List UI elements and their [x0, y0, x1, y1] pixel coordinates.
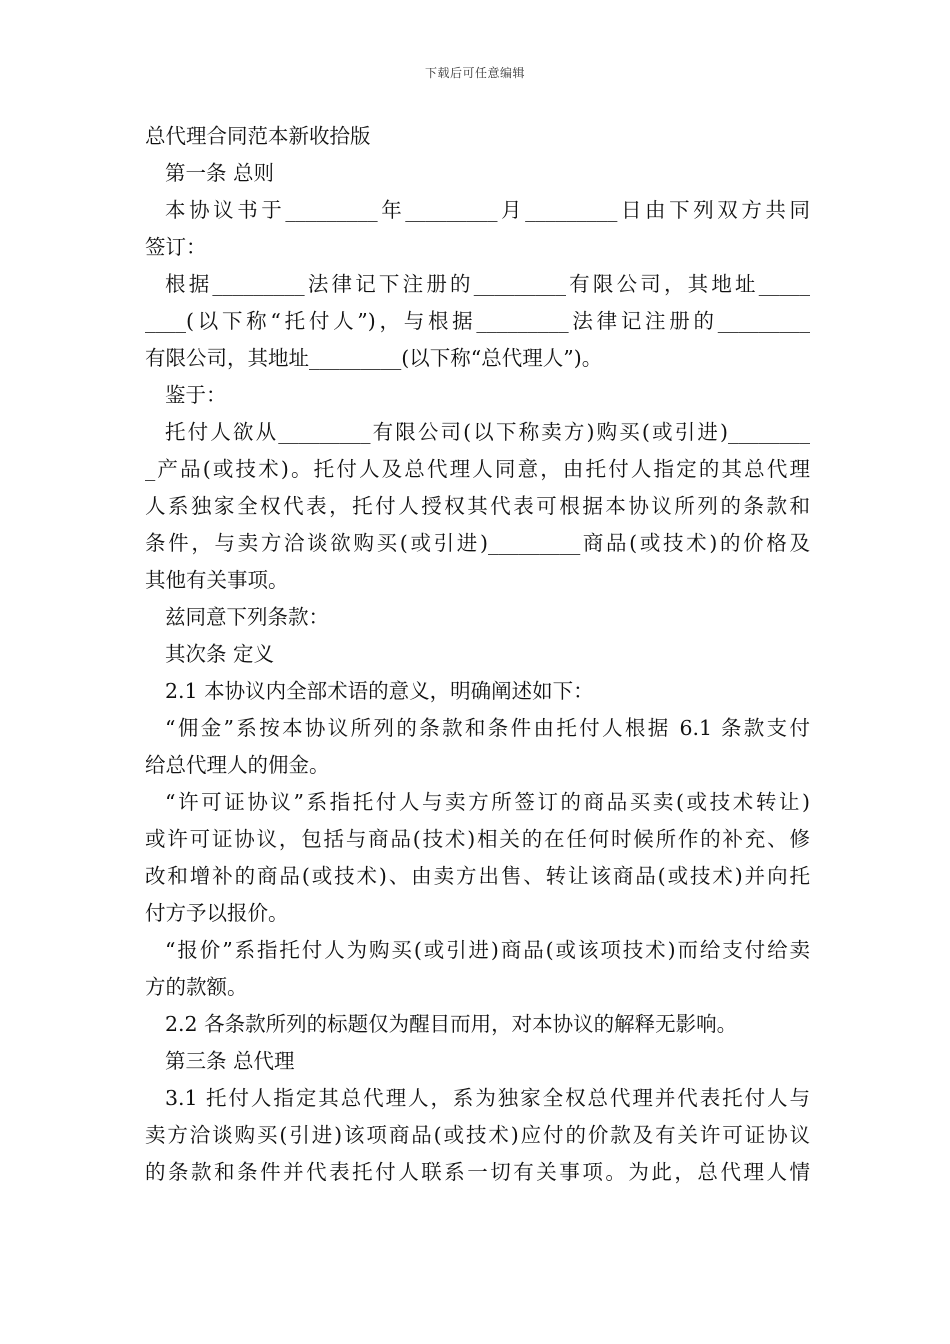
document-line: 鉴于： [165, 383, 227, 407]
page-header: 下载后可任意编辑 [424, 66, 525, 80]
document-line: 总代理合同范本新收拾版 [145, 124, 371, 148]
document-line: 其次条 定义 [165, 642, 275, 666]
document-line: “报价”系指托付人为购买(或引进)商品(或该项技术)而给支付给卖 [165, 938, 810, 962]
document-line: 兹同意下列条款： [165, 605, 329, 629]
document-line: 改和增补的商品(或技术)、由卖方出售、转让该商品(或技术)并向托 [145, 864, 810, 888]
document-line: 第三条 总代理 [165, 1049, 295, 1073]
document-line: 其他有关事项。 [145, 568, 289, 592]
document-line: “佣金”系按本协议所列的条款和条件由托付人根据 6.1 条款支付 [165, 716, 810, 740]
document-line: _产品(或技术)。托付人及总代理人同意，由托付人指定的其总代理 [145, 457, 810, 481]
document-line: 付方予以报价。 [145, 901, 289, 925]
document-line: 有限公司，其地址_________(以下称“总代理人”)。 [145, 346, 603, 370]
document-line: 卖方洽谈购买(引进)该项商品(或技术)应付的价款及有关许可证协议 [145, 1123, 810, 1147]
document-line: 签订： [145, 235, 207, 259]
document-line: 2.1 本协议内全部术语的意义，明确阐述如下： [165, 679, 594, 703]
document-line: 人系独家全权代表，托付人授权其代表可根据本协议所列的条款和 [145, 494, 810, 518]
document-line: 给总代理人的佣金。 [145, 753, 330, 777]
document-line: 2.2 各条款所列的标题仅为醒目而用，对本协议的解释无影响。 [165, 1012, 738, 1036]
document-line: “许可证协议”系指托付人与卖方所签订的商品买卖(或技术转让) [165, 790, 810, 814]
document-line: ____(以下称“托付人”)，与根据_________法律记注册的_________ [145, 309, 810, 333]
document-line: 托付人欲从_________有限公司(以下称卖方)购买(或引进)________ [165, 420, 810, 444]
document-line: 的条款和条件并代表托付人联系一切有关事项。为此，总代理人情 [145, 1160, 810, 1184]
document-line: 本协议书于_________年_________月_________日由下列双方共同 [165, 198, 810, 222]
document-line: 或许可证协议，包括与商品(技术)相关的在任何时候所作的补充、修 [145, 827, 810, 851]
document-line: 方的款额。 [145, 975, 248, 999]
document-line: 根据_________法律记下注册的_________有限公司，其地址_____ [165, 272, 810, 296]
document-line: 条件，与卖方洽谈欲购买(或引进)_________商品(或技术)的价格及 [145, 531, 810, 555]
document-line: 3.1 托付人指定其总代理人，系为独家全权总代理并代表托付人与 [165, 1086, 810, 1110]
document-body [145, 118, 810, 1191]
document-line: 第一条 总则 [165, 161, 275, 185]
